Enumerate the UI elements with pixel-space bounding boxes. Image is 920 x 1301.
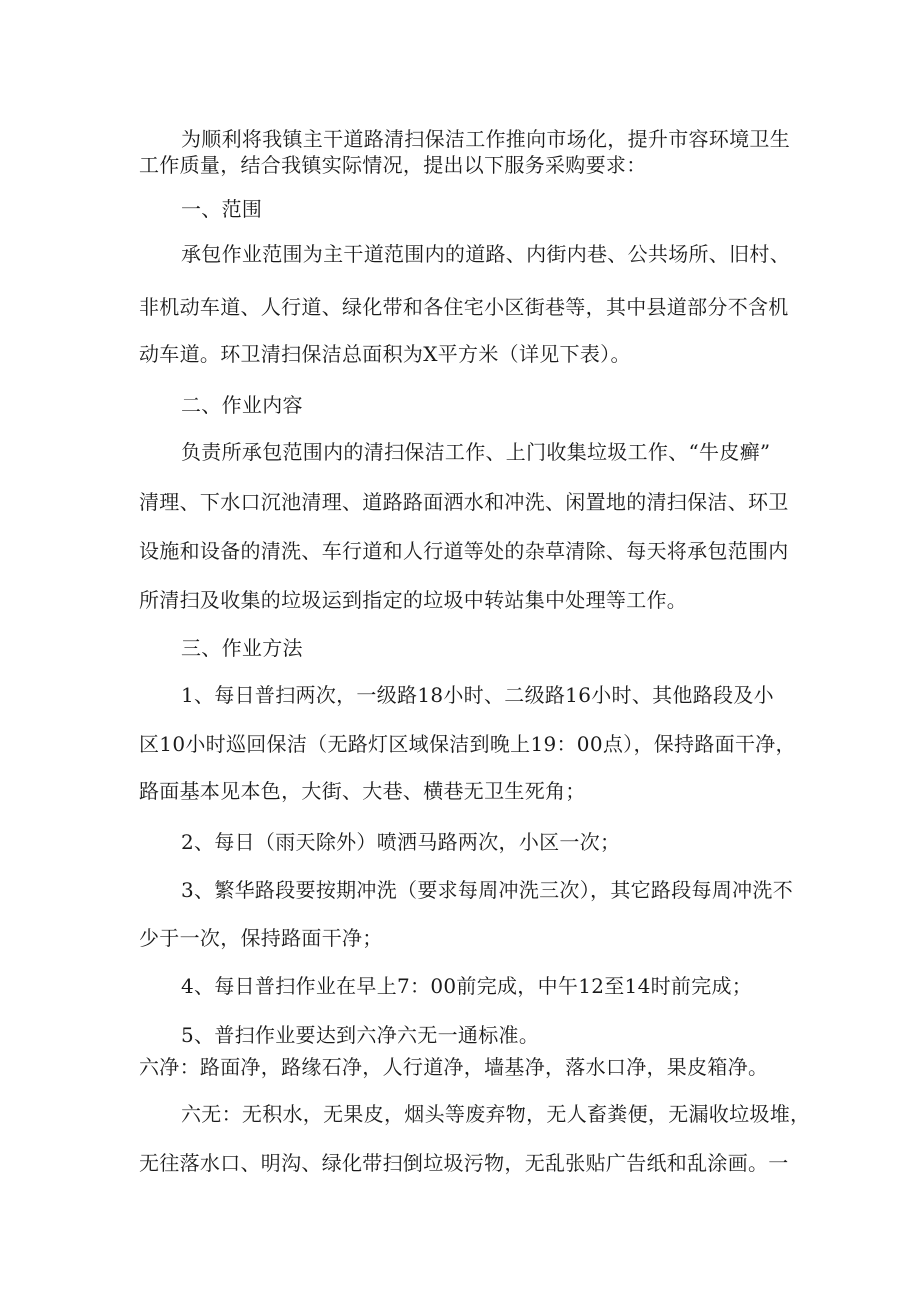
intro-paragraph-line: 为顺利将我镇主干道路清扫保洁工作推向市场化，提升市容环境卫生 — [181, 127, 790, 151]
content-paragraph-line: 所清扫及收集的垃圾运到指定的垃圾中转站集中处理等工作。 — [139, 588, 688, 612]
method-item-line: 少于一次，保持路面干净； — [139, 926, 383, 950]
section-heading-work-content: 二、作业内容 — [181, 393, 303, 417]
scope-paragraph-line: 承包作业范围为主干道范围内的道路、内街内巷、公共场所、旧村、 — [181, 242, 790, 266]
content-paragraph-line: 设施和设备的清洗、车行道和人行道等处的杂草清除、每天将承包范围内 — [139, 539, 789, 563]
method-item-line: 3、繁华路段要按期冲洗（要求每周冲洗三次），其它路段每周冲洗不 — [181, 878, 794, 902]
method-item-line: 4、每日普扫作业在早上7：00前完成，中午12至14时前完成； — [181, 974, 753, 998]
six-none-line: 六无：无积水，无果皮，烟头等废弃物，无人畜粪便，无漏收垃圾堆， — [181, 1102, 811, 1126]
section-heading-scope: 一、范围 — [181, 197, 263, 221]
six-clean-line: 六净：路面净，路缘石净，人行道净，墙基净，落水口净，果皮箱净。 — [139, 1055, 769, 1079]
content-paragraph-line: 清理、下水口沉池清理、道路路面洒水和冲洗、闲置地的清扫保洁、环卫 — [139, 490, 789, 514]
scope-paragraph-line: 非机动车道、人行道、绿化带和各住宅小区街巷等，其中县道部分不含机 — [139, 295, 789, 319]
content-paragraph-line: 负责所承包范围内的清扫保洁工作、上门收集垃圾工作、“牛皮癣” — [181, 440, 771, 464]
method-item-line: 2、每日（雨天除外）喷洒马路两次，小区一次； — [181, 830, 621, 854]
method-item-line: 路面基本见本色，大街、大巷、横巷无卫生死角； — [139, 779, 586, 803]
method-item-line: 5、普扫作业要达到六净六无一通标准。 — [181, 1023, 540, 1047]
section-heading-work-method: 三、作业方法 — [181, 636, 303, 660]
scope-paragraph-line: 动车道。环卫清扫保洁总面积为X平方米（详见下表）。 — [139, 342, 631, 366]
method-item-line: 区10小时巡回保洁（无路灯区域保洁到晚上19：00点），保持路面干净， — [139, 732, 796, 756]
six-none-line: 无往落水口、明沟、绿化带扫倒垃圾污物，无乱张贴广告纸和乱涂画。一 — [139, 1151, 789, 1175]
method-item-line: 1、每日普扫两次，一级路18小时、二级路16小时、其他路段及小 — [181, 683, 774, 707]
intro-paragraph-line: 工作质量，结合我镇实际情况，提出以下服务采购要求： — [139, 153, 647, 177]
